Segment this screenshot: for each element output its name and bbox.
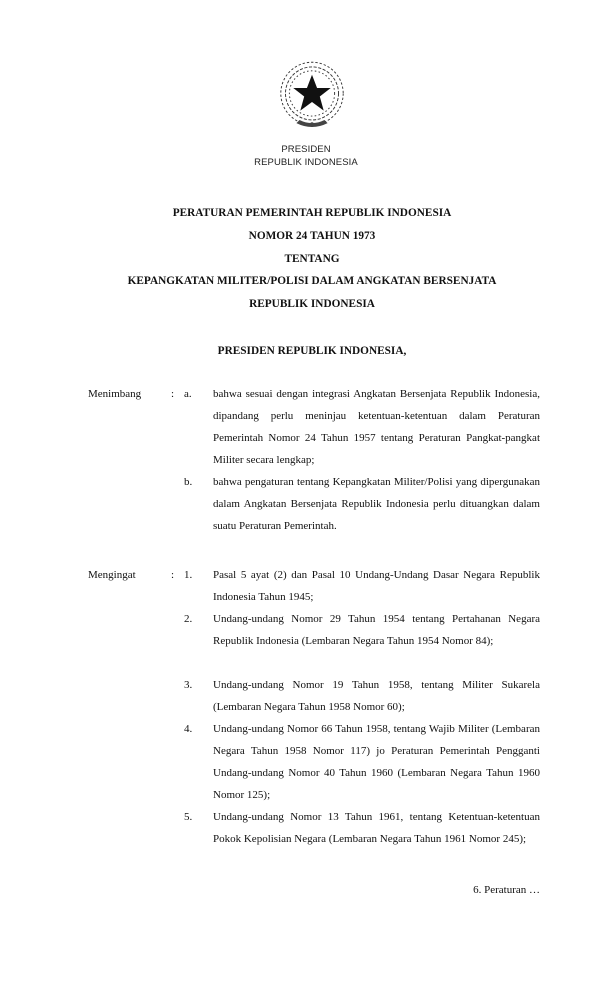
list-item: Undang-undang Nomor 66 Tahun 1958, tentang Wajib Militer (Lembaran Negara Tahun 1958 Nomor 117) jo Peraturan Pemerintah Pengganti Undang-undang Nomor 40 Tahun 1960 (Lembaran Negara Tahun 1960 Nomor 125); <box>213 723 540 801</box>
list-item: Pasal 5 ayat (2) dan Pasal 10 Undang-Undang Dasar Negara Republik Indonesia Tahun 1945; <box>213 569 540 603</box>
office-line-1: PRESIDEN <box>281 144 331 155</box>
list-item: bahwa pengaturan tentang Kepangkatan Militer/Polisi yang dipergunakan dalam Angkatan Bersenjata Republik Indonesia perlu dituangkan dalam suatu Peraturan Pemerintah. <box>213 476 540 532</box>
list-marker: 1. <box>184 569 193 581</box>
list-marker: b. <box>184 476 193 488</box>
list-marker: 2. <box>184 613 193 625</box>
mengingat-colon: : <box>171 569 175 581</box>
list-item: Undang-undang Nomor 19 Tahun 1958, tentang Militer Sukarela (Lembaran Negara Tahun 1958 Nomor 60); <box>213 679 540 713</box>
page-continuation: 6. Peraturan … <box>473 884 540 896</box>
menimbang-label: Menimbang <box>88 388 142 400</box>
list-marker: 3. <box>184 679 193 691</box>
menimbang-colon: : <box>171 388 175 400</box>
title-line-2: NOMOR 24 TAHUN 1973 <box>248 230 376 242</box>
list-item: Undang-undang Nomor 29 Tahun 1954 tentang Pertahanan Negara Republik Indonesia (Lembaran Negara Tahun 1954 Nomor 84); <box>213 613 540 647</box>
issuer-heading: PRESIDEN REPUBLIK INDONESIA, <box>217 345 407 357</box>
list-marker: 5. <box>184 811 193 823</box>
mengingat-label: Mengingat <box>88 569 136 581</box>
list-marker: 4. <box>184 723 193 735</box>
list-item: bahwa sesuai dengan integrasi Angkatan Bersenjata Republik Indonesia, dipandang perlu meninjau ketentuan-ketentuan dalam Peraturan Pemerintah Nomor 24 Tahun 1957 tentang Peraturan Pangkat-pangkat Militer secara lengkap; <box>213 388 540 466</box>
list-marker: a. <box>184 388 192 400</box>
title-line-5: REPUBLIK INDONESIA <box>249 298 375 310</box>
title-line-3: TENTANG <box>284 253 340 265</box>
presidential-emblem-icon <box>273 56 351 134</box>
list-item: Undang-undang Nomor 13 Tahun 1961, tentang Ketentuan-ketentuan Pokok Kepolisian Negara (Lembaran Negara Tahun 1961 Nomor 245); <box>213 811 540 845</box>
office-line-2: REPUBLIK INDONESIA <box>254 157 358 168</box>
title-line-4: KEPANGKATAN MILITER/POLISI DALAM ANGKATAN BERSENJATA <box>127 275 497 287</box>
title-line-1: PERATURAN PEMERINTAH REPUBLIK INDONESIA <box>172 207 452 219</box>
